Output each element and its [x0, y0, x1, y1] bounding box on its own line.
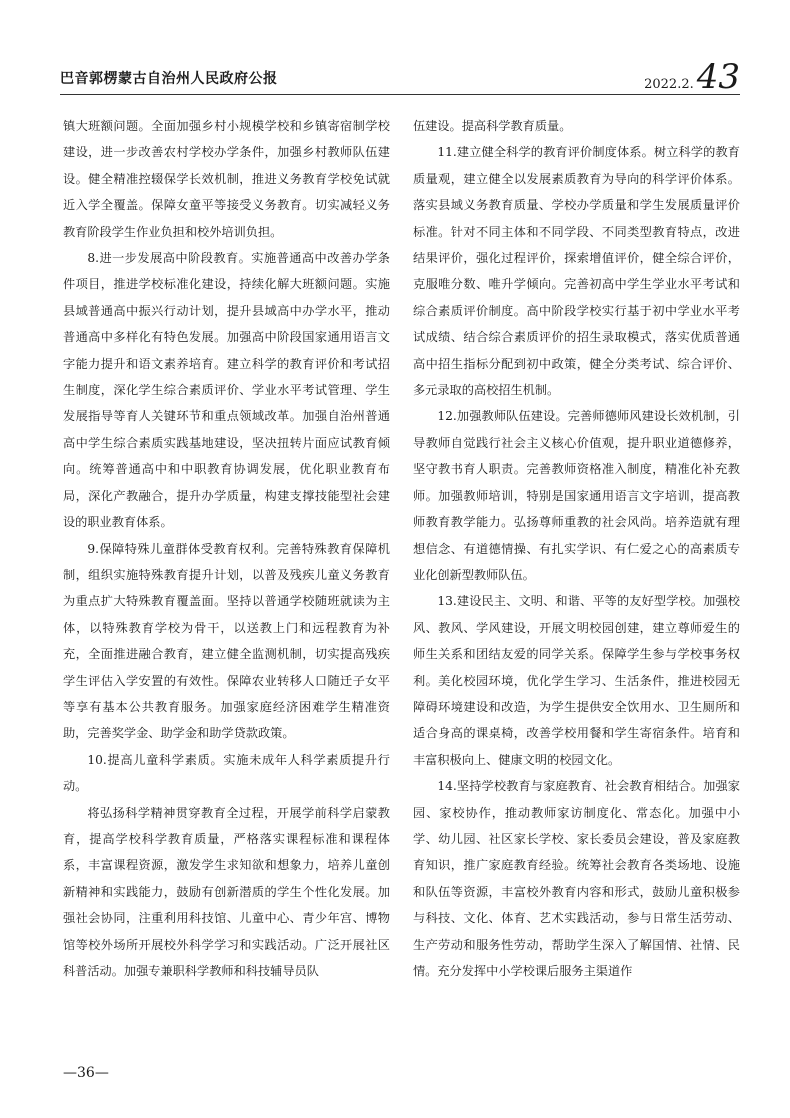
- paragraph: 镇大班额问题。全面加强乡村小规模学校和乡镇寄宿制学校建设，进一步改善农村学校办学条件，加强乡村教师队伍建设。健全精准控辍保学长效机制，推进义务教育学校免试就近入学全覆盖。保障女童平等接受义务教育。切实减轻义务教育阶段学生作业负担和校外培训负担。: [63, 119, 390, 239]
- right-column: [413, 113, 740, 984]
- paragraph: 12.加强教师队伍建设。完善师德师风建设长效机制，引导教师自觉践行社会主义核心价值观，提升职业道德修养，坚守教书育人职责。完善教师资格准入制度，精准化补充教师。加强教师培训，特别是国家通用语言文字培训，提高教师教育教学能力。弘扬尊师重教的社会风尚。培养造就有理想信念、有道德情操、有扎实学识、有仁爱之心的高素质专业化创新型教师队伍。: [413, 409, 740, 582]
- paragraph: 8.进一步发展高中阶段教育。实施普通高中改善办学条件项目，推进学校标准化建设，持续化解大班额问题。实施县域普通高中振兴行动计划，提升县域高中办学水平，推动普通高中多样化有特色发展。加强高中阶段国家通用语言文字能力提升和语文素养培育。建立科学的教育评价和考试招生制度，深化学生综合素质评价、学业水平考试管理、学生发展指导等育人关键环节和重点领域改革。加强自治州普通高中学生综合素质实践基地建设，坚决扭转片面应试教育倾向。统筹普通高中和中职教育协调发展，优化职业教育布局，深化产教融合，提升办学质量，构建支撑技能型社会建设的职业教育体系。: [63, 251, 390, 530]
- paragraph: 伍建设。提高科学教育质量。: [413, 119, 572, 133]
- paragraph: 10.提高儿童科学素质。实施未成年人科学素质提升行动。: [63, 752, 390, 794]
- header-rule: [60, 94, 740, 95]
- issue-info: [644, 57, 740, 97]
- paragraph: 13.建设民主、文明、和谐、平等的友好型学校。加强校风、教风、学风建设，开展文明校园创建，建立尊师爱生的师生关系和团结友爱的同学关系。保障学生参与学校事务权利。美化校园环境，优化学生学习、生活条件，推进校园无障碍环境建设和改造，为学生提供安全饮用水、卫生厕所和适合身高的课桌椅，改善学校用餐和学生寄宿条件。培育和丰富积极向上、健康文明的校园文化。: [413, 594, 740, 767]
- publication-title: 巴音郭楞蒙古自治州人民政府公报: [60, 71, 278, 87]
- issue-number: 43: [696, 57, 740, 97]
- page-header: [60, 57, 740, 97]
- issue-date: 2022.2.: [644, 77, 694, 92]
- left-column: [63, 113, 390, 984]
- page-number: —36—: [63, 1065, 109, 1081]
- paragraph: 14.坚持学校教育与家庭教育、社会教育相结合。加强家园、家校协作，推动教师家访制度化、常态化。加强中小学、幼儿园、社区家长学校、家长委员会建设，普及家庭教育知识，推广家庭教育经验。统筹社会教育各类场地、设施和队伍等资源，丰富校外教育内容和形式，鼓励儿童积极参与科技、文化、体育、艺术实践活动，参与日常生活劳动、生产劳动和服务性劳动，帮助学生深入了解国情、社情、民情。充分发挥中小学校课后服务主渠道作: [413, 779, 740, 978]
- paragraph: 11.建立健全科学的教育评价制度体系。树立科学的教育质量观，建立健全以发展素质教育为导向的科学评价体系。落实县域义务教育质量、学校办学质量和学生发展质量评价标准。针对不同主体和不同学段、不同类型教育特点，改进结果评价，强化过程评价，探索增值评价，健全综合评价，克服唯分数、唯升学倾向。完善初高中学生学业水平考试和综合素质评价制度。高中阶段学校实行基于初中学业水平考试成绩、结合综合素质评价的招生录取模式，落实优质普通高中招生指标分配到初中政策，健全分类考试、综合评价、多元录取的高校招生机制。: [413, 145, 740, 398]
- paragraph: 9.保障特殊儿童群体受教育权利。完善特殊教育保障机制，组织实施特殊教育提升计划，以普及残疾儿童义务教育为重点扩大特殊教育覆盖面。坚持以普通学校随班就读为主体，以特殊教育学校为骨干，以送教上门和远程教育为补充，全面推进融合教育，建立健全监测机制，切实提高残疾学生评估入学安置的有效性。保障农业转移人口随迁子女平等享有基本公共教育服务。加强家庭经济困难学生精准资助，完善奖学金、助学金和助学贷款政策。: [63, 541, 390, 741]
- paragraph: 将弘扬科学精神贯穿教育全过程，开展学前科学启蒙教育，提高学校科学教育质量，严格落实课程标准和课程体系，丰富课程资源，激发学生求知欲和想象力，培养儿童创新精神和实践能力，鼓励有创新潜质的学生个性化发展。加强社会协同，注重利用科技馆、儿童中心、青少年宫、博物馆等校外场所开展校外科学学习和实践活动。广泛开展社区科普活动。加强专兼职科学教师和科技辅导员队: [63, 805, 390, 978]
